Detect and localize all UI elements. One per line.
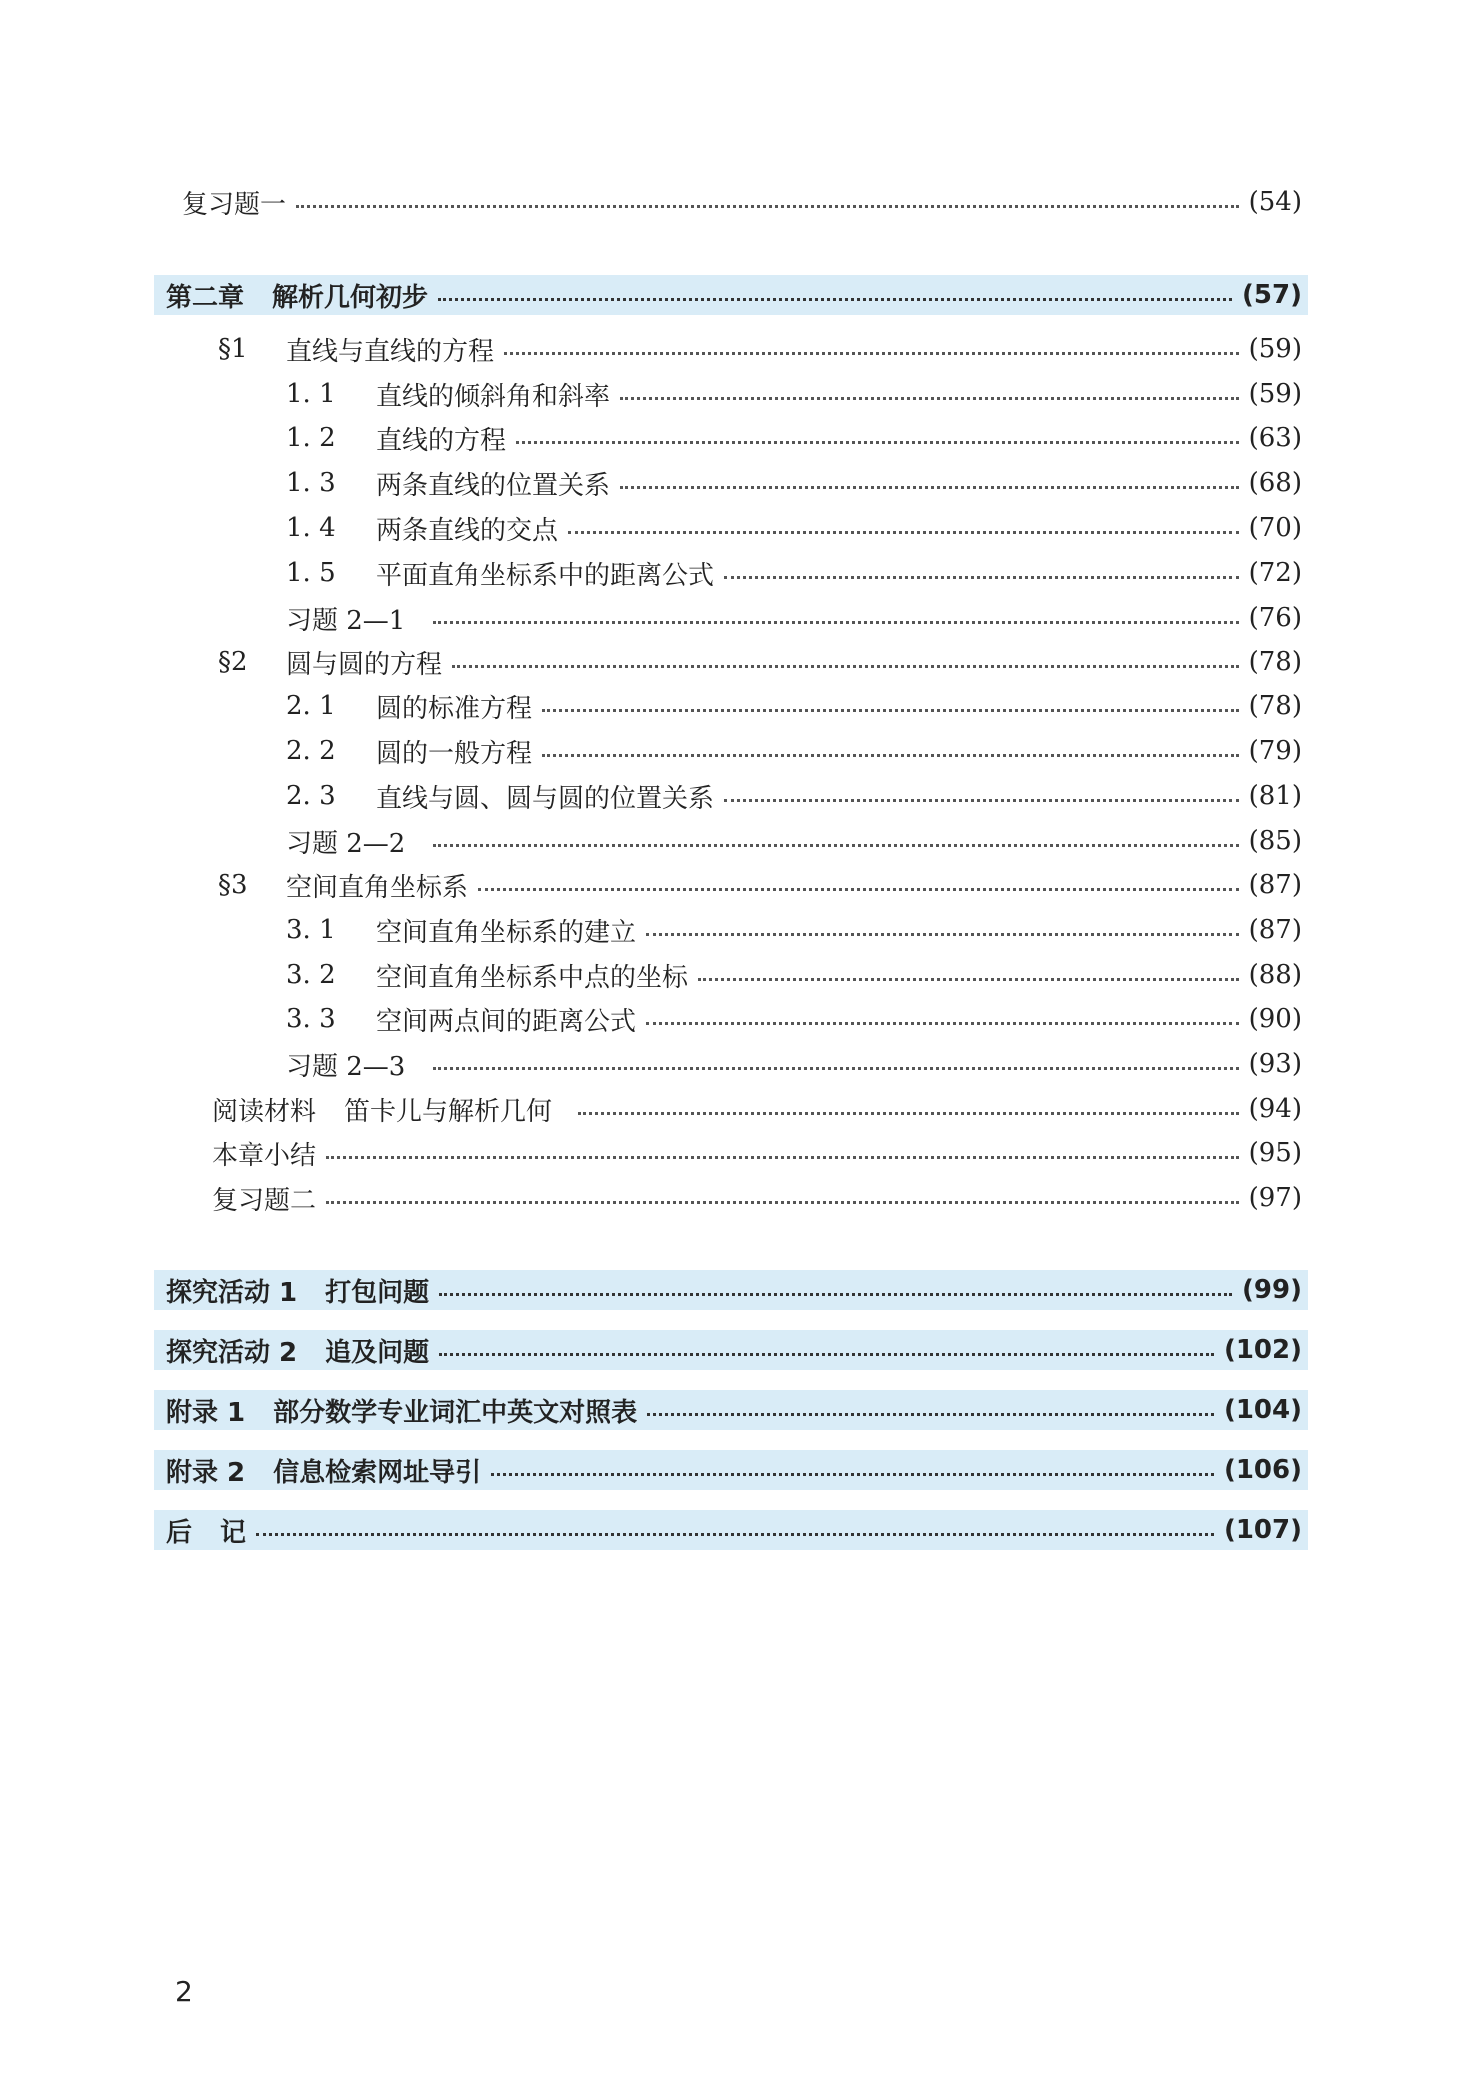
toc-page: (90) <box>1248 1004 1302 1034</box>
dot-leader <box>452 665 1239 668</box>
toc-page: (97) <box>1248 1183 1302 1213</box>
dot-leader <box>646 1022 1239 1025</box>
toc-title: 空间直角坐标系 <box>286 872 469 903</box>
toc-subsection <box>286 463 1302 503</box>
toc-subsection <box>286 686 1302 726</box>
toc-title: 部分数学专业词汇中英文对照表 <box>273 1397 638 1428</box>
appendix-header <box>154 1450 1308 1490</box>
dot-leader <box>620 397 1239 400</box>
toc-subsection <box>286 999 1302 1039</box>
toc-title: 空间直角坐标系中点的坐标 <box>376 962 689 993</box>
toc-page: (95) <box>1248 1138 1302 1168</box>
afterword-label: 后 <box>166 1517 193 1548</box>
toc-title: 圆的一般方程 <box>376 738 533 769</box>
activity-number: 探究活动 2 <box>166 1337 298 1368</box>
subsection-number: 3. 1 <box>286 915 336 945</box>
dot-leader <box>326 1201 1239 1204</box>
toc-title: 直线的方程 <box>376 425 507 456</box>
toc-title: 习题 2—3 <box>286 1051 406 1082</box>
dot-leader <box>433 621 1238 624</box>
toc-title: 复习题二 <box>212 1185 317 1216</box>
toc-title: 圆与圆的方程 <box>286 649 443 680</box>
toc-subsection <box>286 418 1302 458</box>
dot-leader <box>438 298 1232 301</box>
dot-leader <box>647 1413 1214 1416</box>
toc-title: 打包问题 <box>325 1277 430 1308</box>
toc-subsection <box>286 955 1302 995</box>
dot-leader <box>256 1533 1214 1536</box>
dot-leader <box>516 441 1239 444</box>
toc-page: (68) <box>1248 468 1302 498</box>
chapter-number: 第二章 <box>166 282 245 313</box>
toc-exercise <box>286 821 1302 861</box>
dot-leader <box>326 1156 1239 1159</box>
toc-page: (70) <box>1248 513 1302 543</box>
chapter-header <box>154 275 1308 315</box>
dot-leader <box>439 1353 1214 1356</box>
toc-page: (59) <box>1248 334 1302 364</box>
dot-leader <box>646 933 1239 936</box>
chapter-title: 解析几何初步 <box>272 282 429 313</box>
toc-title: 平面直角坐标系中的距离公式 <box>376 560 715 591</box>
toc-title: 笛卡儿与解析几何 <box>344 1096 553 1127</box>
toc-page: (85) <box>1248 826 1302 856</box>
toc-page: (87) <box>1248 915 1302 945</box>
appendix-number: 附录 2 <box>166 1457 246 1488</box>
toc-page: (94) <box>1248 1094 1302 1124</box>
toc-title: 习题 2—2 <box>286 828 406 859</box>
toc-exercise <box>286 598 1302 638</box>
toc-title: 习题 2—1 <box>286 605 406 636</box>
toc-title: 两条直线的交点 <box>376 515 559 546</box>
toc-page: (88) <box>1248 960 1302 990</box>
toc-page: (93) <box>1248 1049 1302 1079</box>
afterword-header <box>154 1510 1308 1550</box>
toc-page: (57) <box>1242 280 1302 310</box>
toc-title: 信息检索网址导引 <box>273 1457 482 1488</box>
dot-leader <box>542 754 1239 757</box>
toc-exercise <box>286 1044 1302 1084</box>
dot-leader <box>724 799 1239 802</box>
dot-leader <box>724 576 1239 579</box>
toc-title: 两条直线的位置关系 <box>376 470 611 501</box>
activity-header <box>154 1330 1308 1370</box>
dot-leader <box>698 978 1239 981</box>
toc-entry <box>182 182 1302 222</box>
toc-page: (81) <box>1248 781 1302 811</box>
page-number: 2 <box>175 1975 193 2008</box>
toc-entry <box>212 1133 1302 1173</box>
subsection-number: 2. 1 <box>286 691 336 721</box>
toc-page: (72) <box>1248 558 1302 588</box>
toc-title: 本章小结 <box>212 1140 317 1171</box>
subsection-number: 1. 3 <box>286 468 336 498</box>
dot-leader <box>504 352 1239 355</box>
toc-subsection <box>286 910 1302 950</box>
toc-page: (59) <box>1248 379 1302 409</box>
toc-page: (78) <box>1248 691 1302 721</box>
dot-leader <box>491 1473 1214 1476</box>
toc-section <box>218 865 1302 905</box>
toc-section <box>218 642 1302 682</box>
toc-subsection <box>286 508 1302 548</box>
dot-leader <box>296 205 1239 208</box>
dot-leader <box>439 1293 1232 1296</box>
reading-label: 阅读材料 <box>212 1096 317 1127</box>
activity-header <box>154 1270 1308 1310</box>
toc-title: 直线与直线的方程 <box>286 336 495 367</box>
toc-title: 追及问题 <box>325 1337 430 1368</box>
subsection-number: 3. 3 <box>286 1004 336 1034</box>
toc-title: 记 <box>220 1517 247 1548</box>
appendix-number: 附录 1 <box>166 1397 246 1428</box>
toc-subsection <box>286 731 1302 771</box>
dot-leader <box>578 1112 1239 1115</box>
dot-leader <box>478 888 1239 891</box>
dot-leader <box>433 844 1238 847</box>
toc-subsection <box>286 553 1302 593</box>
subsection-number: 2. 3 <box>286 781 336 811</box>
toc-page: (54) <box>1248 187 1302 217</box>
toc-title: 直线的倾斜角和斜率 <box>376 381 611 412</box>
toc-subsection <box>286 374 1302 414</box>
toc-entry <box>212 1178 1302 1218</box>
toc-page: (107) <box>1223 1515 1302 1545</box>
subsection-number: 1. 1 <box>286 379 336 409</box>
subsection-number: 3. 2 <box>286 960 336 990</box>
toc-page: (102) <box>1223 1335 1302 1365</box>
dot-leader <box>568 531 1239 534</box>
dot-leader <box>542 709 1239 712</box>
toc-page: (63) <box>1248 423 1302 453</box>
subsection-number: 1. 4 <box>286 513 336 543</box>
toc-entry <box>212 1089 1302 1129</box>
toc-page: (104) <box>1223 1395 1302 1425</box>
subsection-number: 2. 2 <box>286 736 336 766</box>
toc-page: (78) <box>1248 647 1302 677</box>
section-number: §3 <box>218 870 248 900</box>
toc-page: (79) <box>1248 736 1302 766</box>
toc-page: (76) <box>1248 603 1302 633</box>
section-number: §2 <box>218 647 248 677</box>
toc-page: (99) <box>1242 1275 1302 1305</box>
toc-title: 空间两点间的距离公式 <box>376 1006 637 1037</box>
toc-subsection <box>286 776 1302 816</box>
toc-title: 复习题一 <box>182 189 287 220</box>
subsection-number: 1. 2 <box>286 423 336 453</box>
toc-title: 圆的标准方程 <box>376 693 533 724</box>
appendix-header <box>154 1390 1308 1430</box>
activity-number: 探究活动 1 <box>166 1277 298 1308</box>
toc-title: 直线与圆、圆与圆的位置关系 <box>376 783 715 814</box>
dot-leader <box>620 486 1239 489</box>
toc-section <box>218 329 1302 369</box>
subsection-number: 1. 5 <box>286 558 336 588</box>
toc-title: 空间直角坐标系的建立 <box>376 917 637 948</box>
toc-page: (106) <box>1223 1455 1302 1485</box>
dot-leader <box>433 1067 1238 1070</box>
toc-page: (87) <box>1248 870 1302 900</box>
section-number: §1 <box>218 334 248 364</box>
